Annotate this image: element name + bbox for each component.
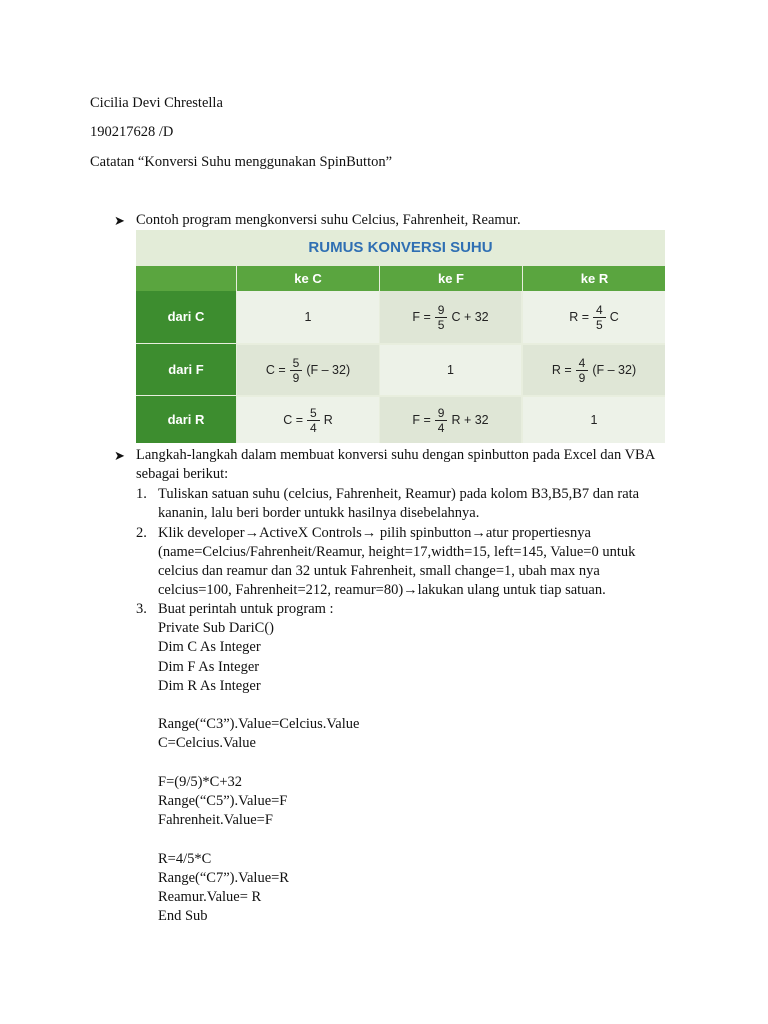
cell-c-to-r	[523, 291, 665, 343]
formula-lhs: R =	[551, 363, 572, 377]
cell-c-to-f	[380, 291, 521, 343]
code-line: Reamur.Value= R	[158, 889, 262, 905]
step-text: celcius dan reamur dan 32 untuk Fahrenheit, small change=1, ubah max nya	[158, 563, 600, 579]
code-line: Dim R As Integer	[158, 678, 261, 694]
row-label: dari C	[136, 291, 236, 343]
code-line: Range(“C5”).Value=F	[158, 793, 288, 809]
cell-r-to-r	[523, 397, 665, 443]
arrow-bullet-icon: ➤	[114, 213, 125, 228]
step-text: Buat perintah untuk program :	[158, 601, 334, 617]
cell-value: 1	[304, 310, 312, 324]
step-number: 1.	[136, 486, 147, 502]
formula-rhs: (F – 32)	[306, 363, 351, 377]
formula-rhs: R + 32	[451, 413, 489, 427]
student-id: 190217628 /D	[90, 124, 174, 140]
col-header: ke C	[236, 266, 379, 291]
conversion-table	[136, 230, 665, 443]
formula-lhs: F =	[412, 310, 431, 324]
code-line: Range(“C3”).Value=Celcius.Value	[158, 716, 360, 732]
cell-f-to-r	[523, 345, 665, 395]
formula-lhs: C =	[265, 363, 286, 377]
col-header: ke F	[379, 266, 522, 291]
code-line: C=Celcius.Value	[158, 735, 256, 751]
step-number: 3.	[136, 601, 147, 617]
code-line: R=4/5*C	[158, 851, 212, 867]
formula-lhs: F =	[412, 413, 431, 427]
bullet-steps-text-cont: sebagai berikut:	[136, 466, 229, 482]
cell-c-to-c	[237, 291, 379, 343]
formula-lhs: C =	[283, 413, 304, 427]
denominator: 5	[593, 317, 606, 332]
step-text: Tuliskan satuan suhu (celcius, Fahrenheit, Reamur) pada kolom B3,B5,B7 dan rata	[158, 486, 640, 502]
cell-value: 1	[447, 363, 454, 377]
numerator: 9	[437, 302, 445, 317]
fraction	[593, 303, 606, 332]
denominator: 4	[435, 420, 448, 435]
note-title: Catatan “Konversi Suhu menggunakan SpinButton”	[90, 154, 393, 170]
code-line: Dim C As Integer	[158, 639, 261, 655]
fraction	[307, 406, 320, 435]
row-label: dari R	[136, 396, 236, 443]
col-header: ke R	[522, 266, 666, 291]
denominator: 9	[290, 370, 303, 385]
cell-r-to-c	[237, 397, 379, 443]
numerator: 4	[578, 355, 586, 370]
numerator: 5	[310, 405, 317, 420]
arrow-bullet-icon: ➤	[114, 448, 125, 463]
step-number: 2.	[136, 525, 147, 541]
numerator: 5	[292, 355, 300, 370]
formula-rhs: C	[609, 310, 619, 324]
code-line: Fahrenheit.Value=F	[158, 812, 273, 828]
table-title: RUMUS KONVERSI SUHU	[136, 230, 665, 266]
author-name: Cicilia Devi Chrestella	[90, 95, 223, 111]
numerator: 9	[437, 405, 445, 420]
cell-r-to-f	[380, 397, 521, 443]
numerator: 4	[596, 302, 603, 317]
step-text: (name=Celcius/Fahrenheit/Reamur, height=17,width=15, left=145, Value=0 untuk	[158, 544, 636, 560]
bullet-example-text: Contoh program mengkonversi suhu Celcius, Fahrenheit, Reamur.	[136, 212, 521, 228]
code-line: Range(“C7”).Value=R	[158, 870, 289, 886]
step-text: Klik developer→ActiveX Controls→ pilih spinbutton→atur propertiesnya	[158, 525, 591, 541]
row-label: dari F	[136, 344, 236, 395]
fraction	[435, 303, 448, 332]
table-header-row	[136, 266, 665, 291]
code-line: End Sub	[158, 908, 208, 924]
formula-rhs: R	[323, 413, 333, 427]
denominator: 9	[576, 370, 589, 385]
code-line: F=(9/5)*C+32	[158, 774, 243, 790]
step-text: celcius=100, Fahrenheit=212, reamur=80)→lakukan ulang untuk tiap satuan.	[158, 582, 606, 598]
formula-rhs: C + 32	[451, 310, 489, 324]
fraction	[576, 356, 589, 385]
step-text: kananin, lalu beri border untukk hasilnya disebelahnya.	[158, 505, 480, 521]
formula-rhs: (F – 32)	[592, 363, 637, 377]
bullet-steps-text: Langkah-langkah dalam membuat konversi suhu dengan spinbutton pada Excel dan VBA	[136, 447, 656, 463]
cell-value: 1	[590, 413, 598, 427]
fraction	[435, 406, 448, 435]
fraction	[290, 356, 303, 385]
cell-f-to-f	[380, 345, 521, 395]
denominator: 5	[435, 317, 448, 332]
code-line: Dim F As Integer	[158, 659, 260, 675]
cell-f-to-c	[237, 345, 379, 395]
denominator: 4	[307, 420, 320, 435]
formula-lhs: R =	[569, 310, 590, 324]
code-line: Private Sub DariC()	[158, 620, 274, 636]
